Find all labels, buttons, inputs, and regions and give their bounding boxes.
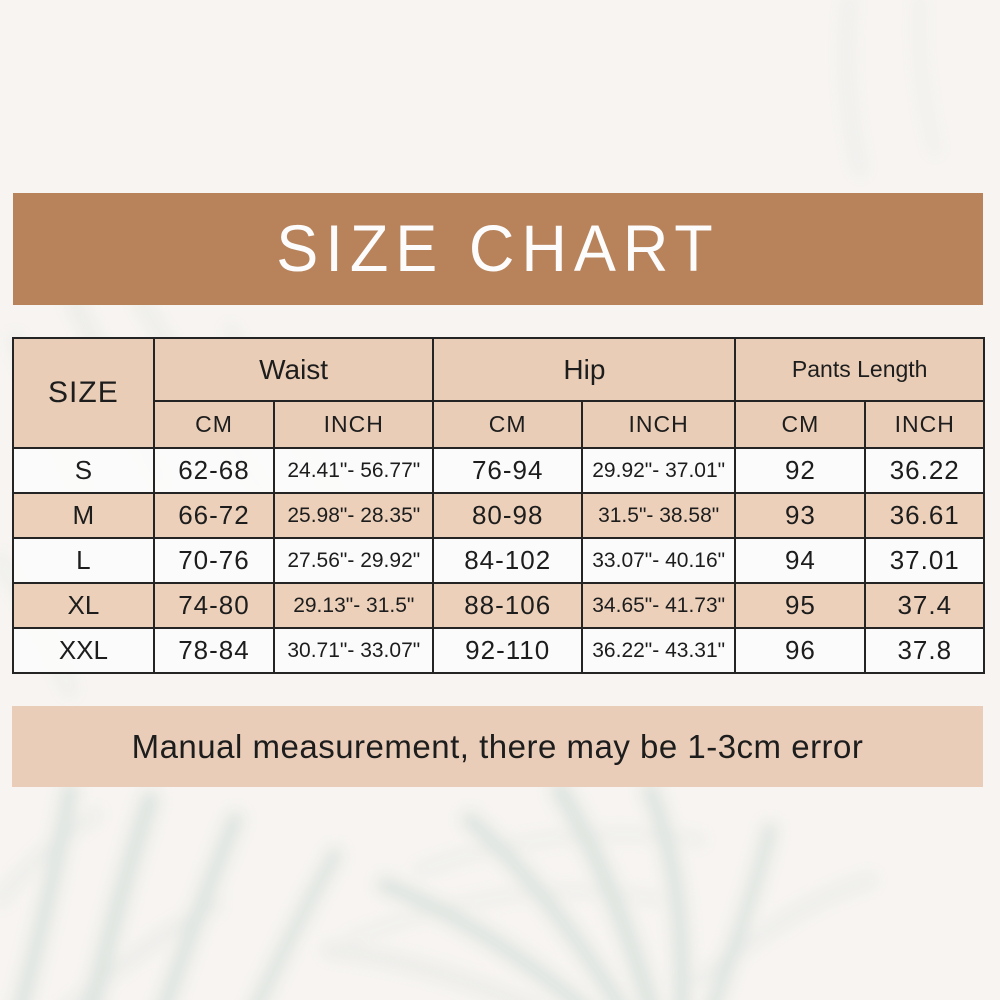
table-row-l [13,538,984,583]
pants-inch-cell: 37.01 [865,538,984,583]
waist-cm-cell: 62-68 [154,448,274,493]
hip-cm-cell: 88-106 [433,583,582,628]
waist-inch-cell: 24.41"- 56.77" [274,448,433,493]
pants-cm-cell: 95 [735,583,865,628]
size-cell: XL [13,583,154,628]
pants-inch-cell: 36.22 [865,448,984,493]
page-title: SIZE CHART [276,212,720,286]
pants-inch-cell: 36.61 [865,493,984,538]
hip-group-header: Hip [433,338,735,401]
title-banner [13,193,983,305]
size-chart-table [12,337,985,674]
pants-cm-cell: 96 [735,628,865,673]
hip-inch-cell: 29.92"- 37.01" [582,448,735,493]
waist-cm-cell: 78-84 [154,628,274,673]
size-cell: M [13,493,154,538]
hip-inch-cell: 36.22"- 43.31" [582,628,735,673]
waist-cm-cell: 70-76 [154,538,274,583]
waist-inch-cell: 30.71"- 33.07" [274,628,433,673]
hip-inch-cell: 34.65"- 41.73" [582,583,735,628]
size-column-header: SIZE [13,338,154,448]
pants-length-group-header: Pants Length [735,338,984,401]
pants-cm-header: CM [735,401,865,448]
hip-cm-cell: 92-110 [433,628,582,673]
waist-inch-cell: 27.56"- 29.92" [274,538,433,583]
pants-inch-cell: 37.8 [865,628,984,673]
waist-group-header: Waist [154,338,434,401]
hip-cm-cell: 76-94 [433,448,582,493]
table-group-header-row [13,338,984,401]
size-cell: L [13,538,154,583]
hip-cm-cell: 80-98 [433,493,582,538]
waist-cm-cell: 74-80 [154,583,274,628]
waist-inch-cell: 29.13"- 31.5" [274,583,433,628]
size-cell: XXL [13,628,154,673]
table-row-xxl [13,628,984,673]
pants-cm-cell: 93 [735,493,865,538]
measurement-note-banner [12,706,983,787]
pants-cm-cell: 94 [735,538,865,583]
measurement-note: Manual measurement, there may be 1-3cm error [131,727,864,765]
pants-inch-cell: 37.4 [865,583,984,628]
waist-cm-cell: 66-72 [154,493,274,538]
hip-inch-cell: 33.07"- 40.16" [582,538,735,583]
waist-cm-header: CM [154,401,274,448]
hip-cm-header: CM [433,401,582,448]
waist-inch-header: INCH [274,401,433,448]
size-cell: S [13,448,154,493]
hip-inch-header: INCH [582,401,735,448]
pants-inch-header: INCH [865,401,984,448]
hip-cm-cell: 84-102 [433,538,582,583]
table-row-xl [13,583,984,628]
table-row-m [13,493,984,538]
hip-inch-cell: 31.5"- 38.58" [582,493,735,538]
waist-inch-cell: 25.98"- 28.35" [274,493,433,538]
pants-cm-cell: 92 [735,448,865,493]
table-unit-header-row [13,401,984,448]
table-row-s [13,448,984,493]
size-chart [12,337,985,672]
